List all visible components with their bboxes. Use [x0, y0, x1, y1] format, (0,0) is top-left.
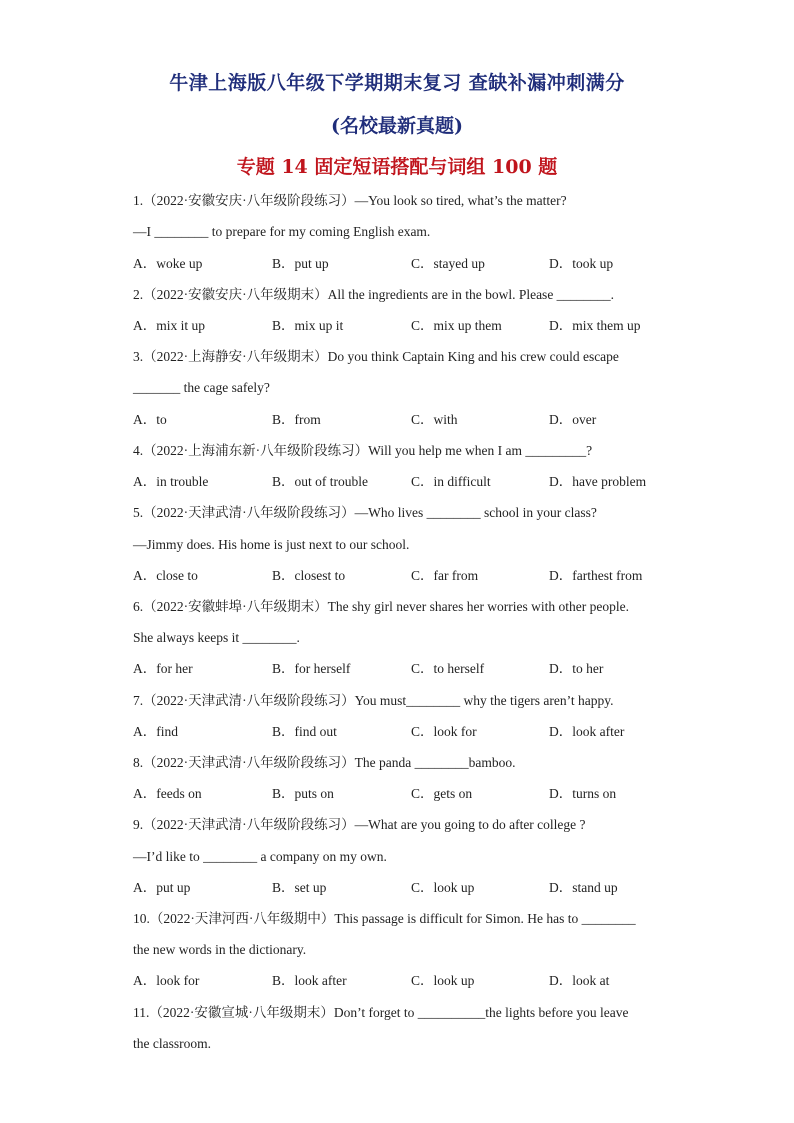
question-5-stem: 5.（2022·天津武清·八年级阶段练习）—Who lives ________ school in your class?: [133, 505, 597, 520]
question-6-option-b: B．for herself: [272, 661, 351, 676]
question-4-option-c: C．in difficult: [411, 474, 491, 489]
question-5-option-c: C．far from: [411, 568, 479, 583]
question-10-stem: 10.（2022·天津河西·八年级期中）This passage is difficult for Simon. He has to ________: [133, 911, 636, 926]
question-5-stem-cont: —Jimmy does. His home is just next to our school.: [133, 537, 410, 552]
question-2-option-b: B．mix up it: [272, 318, 344, 333]
question-1-option-a: A．woke up: [133, 256, 203, 271]
question-11-stem: 11.（2022·安徽宣城·八年级期末）Don’t forget to __________the lights before you leave: [133, 1005, 629, 1020]
question-6-stem-cont: She always keeps it ________.: [133, 630, 300, 645]
question-5-option-b: B．closest to: [272, 568, 346, 583]
question-9-option-a: A．put up: [133, 880, 191, 895]
question-9-option-d: D．stand up: [549, 880, 618, 895]
topic-title: 专题 14 固定短语搭配与词组 100 题: [236, 156, 558, 178]
question-3-stem-cont: _______ the cage safely?: [133, 380, 270, 395]
question-6-option-d: D．to her: [549, 661, 604, 676]
question-9-option-b: B．set up: [272, 880, 327, 895]
question-5-option-d: D．farthest from: [549, 568, 643, 583]
question-9-stem-cont: —I’d like to ________ a company on my own.: [133, 849, 387, 864]
question-3-stem: 3.（2022·上海静安·八年级期末）Do you think Captain King and his crew could escape: [133, 349, 619, 364]
question-6-stem: 6.（2022·安徽蚌埠·八年级期末）The shy girl never shares her worries with other people.: [133, 599, 630, 614]
question-7-option-b: B．find out: [272, 724, 337, 739]
question-8-stem: 8.（2022·天津武清·八年级阶段练习）The panda ________bamboo.: [133, 755, 516, 770]
document-subtitle: (名校最新真题): [331, 115, 463, 137]
question-7-option-a: A．find: [133, 724, 178, 739]
question-8-option-c: C．gets on: [411, 786, 473, 801]
question-7-option-c: C．look for: [411, 724, 477, 739]
question-4-stem: 4.（2022·上海浦东新·八年级阶段练习）Will you help me when I am _________?: [133, 443, 593, 458]
document-title: 牛津上海版八年级下学期期末复习 查缺补漏冲刺满分: [169, 72, 625, 94]
question-2-option-a: A．mix it up: [133, 318, 206, 333]
question-9-stem: 9.（2022·天津武清·八年级阶段练习）—What are you going to do after college ?: [133, 817, 586, 832]
question-7-stem: 7.（2022·天津武清·八年级阶段练习）You must________ why the tigers aren’t happy.: [133, 693, 614, 708]
question-10-option-a: A．look for: [133, 973, 200, 988]
question-3-option-b: B．from: [272, 412, 321, 427]
question-10-option-b: B．look after: [272, 973, 347, 988]
question-4-option-a: A．in trouble: [133, 474, 209, 489]
question-3-option-a: A．to: [133, 412, 167, 427]
question-11-stem-cont: the classroom.: [133, 1036, 211, 1051]
question-6-option-a: A．for her: [133, 661, 193, 676]
question-1-stem-cont: —I ________ to prepare for my coming English exam.: [133, 224, 431, 239]
question-8-option-d: D．turns on: [549, 786, 617, 801]
question-4-option-d: D．have problem: [549, 474, 647, 489]
question-10-stem-cont: the new words in the dictionary.: [133, 942, 307, 957]
question-1-option-c: C．stayed up: [411, 256, 485, 271]
question-3-option-c: C．with: [411, 412, 458, 427]
question-6-option-c: C．to herself: [411, 661, 485, 676]
question-3-option-d: D．over: [549, 412, 597, 427]
question-4-option-b: B．out of trouble: [272, 474, 368, 489]
question-7-option-d: D．look after: [549, 724, 625, 739]
question-5-option-a: A．close to: [133, 568, 198, 583]
question-9-option-c: C．look up: [411, 880, 475, 895]
question-2-stem: 2.（2022·安徽安庆·八年级期末）All the ingredients are in the bowl. Please ________.: [133, 287, 615, 302]
question-1-option-d: D．took up: [549, 256, 614, 271]
question-1-option-b: B．put up: [272, 256, 329, 271]
question-10-option-d: D．look at: [549, 973, 610, 988]
question-8-option-b: B．puts on: [272, 786, 334, 801]
question-10-option-c: C．look up: [411, 973, 475, 988]
question-2-option-d: D．mix them up: [549, 318, 641, 333]
question-2-option-c: C．mix up them: [411, 318, 502, 333]
question-8-option-a: A．feeds on: [133, 786, 202, 801]
question-1-stem: 1.（2022·安徽安庆·八年级阶段练习）—You look so tired, what’s the matter?: [133, 193, 567, 208]
